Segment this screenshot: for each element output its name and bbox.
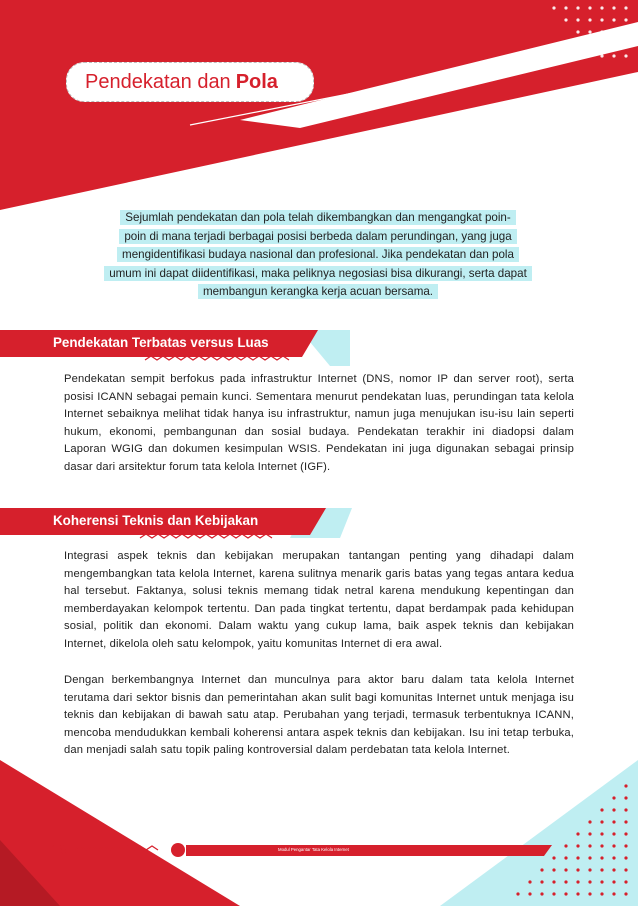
page-title [66, 62, 314, 102]
section-paragraph: Integrasi aspek teknis dan kebijakan merupakan tantangan penting yang dihadapi dalam mengembangkan tata kelola Internet, karena sulitnya menarik garis batas yang tegas antara kedua hal tersebut. Faktanya, solusi teknis memang tidak netral karena mendukung kepentingan dan memberdayakan kelompok tertentu. Dan pada tingkat tertentu, dapat berdampak pada kehidupan sosial, politik dan ekonomi. Dalam waktu yang cukup lama, baik aspek teknis dan kebijakan Internet, dikelola oleh satu kelompok, yaitu komunitas Internet di era awal. [64, 550, 574, 650]
page-title-bold: Pola [235, 70, 278, 93]
intro-line: umum ini dapat diidentifikasi, maka peliknya negosiasi bisa dikurangi, serta dapat [104, 266, 532, 281]
section-heading-pendekatan: Pendekatan Terbatas versus Luas [53, 335, 269, 350]
bottom-right-cyan-triangle [440, 760, 638, 906]
footer-red-bar [186, 845, 552, 856]
intro-line: poin di mana terjadi berbagai posisi berbeda dalam perundingan, yang juga [119, 229, 516, 244]
intro-highlight-box [70, 209, 566, 302]
intro-line: Sejumlah pendekatan dan pola telah dikembangkan dan mengangkat poin- [120, 210, 515, 225]
page-title-regular: Pendekatan dan [85, 70, 231, 93]
section2-zigzag [140, 534, 272, 538]
section-heading-koherensi: Koherensi Teknis dan Kebijakan [53, 513, 259, 528]
intro-line: mengidentifikasi budaya nasional dan profesional. Jika pendekatan dan pola [117, 247, 519, 262]
page-number: 18 [51, 841, 67, 857]
intro-line: membangun kerangka kerja acuan bersama. [198, 284, 438, 299]
section-paragraph: Dengan berkembangnya Internet dan munculnya para aktor baru dalam tata kelola Internet terutama dari sektor bisnis dan pemerintahan akan sulit bagi komunitas Internet untuk menjaga isu teknis dan kebijakan di bawah satu atap. Perubahan yang terjadi, termasuk terbentuknya ICANN, mencoba mendudukkan kembali koherensi antara aspek teknis dan kebijakan. Isu ini tetap terbuka, dan menjadi salah satu topik paling kontroversial dalam perdebatan tata kelola Internet. [64, 674, 574, 757]
footer-title: Modul Pengantar Tata Kelola Internet [278, 847, 349, 852]
footer-circle [171, 843, 185, 857]
section-paragraph: Pendekatan sempit berfokus pada infrastruktur Internet (DNS, nomor IP dan server root), serta posisi ICANN sebagai pemain kunci. Sementara menurut pendekatan luas, perundingan tata kelola Internet sebaiknya melihat tidak hanya isu infrastruktur, namun juga menujukan isu-isu lain seperti hukum, ekonomi, pembangunan dan sosial budaya. Pendekatan terakhir ini diadopsi dalam Laporan WGIG dan dokumen kesimpulan WSIS. Pendekatan ini juga digunakan sebagai prinsip dasar dari arsitektur forum tata kelola Internet (IGF). [64, 373, 574, 473]
